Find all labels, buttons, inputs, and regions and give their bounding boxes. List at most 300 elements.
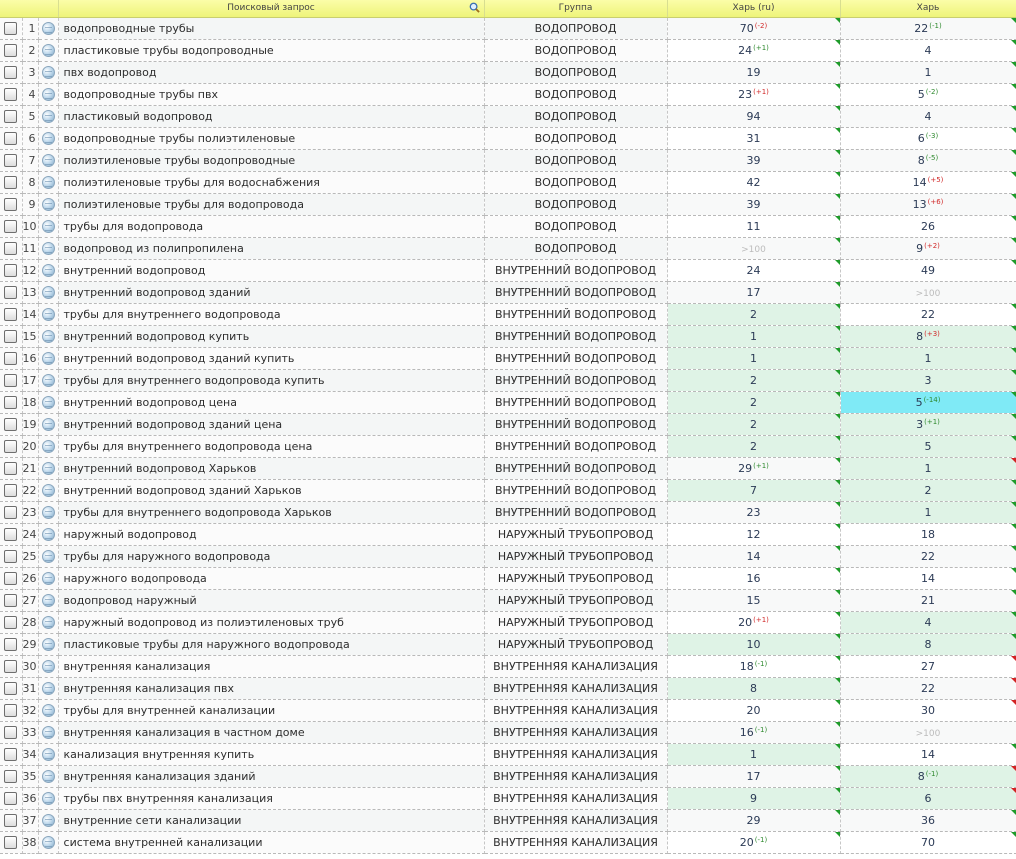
globe-cell [38,303,58,325]
rank-cell-r1[interactable] [667,787,840,809]
row-checkbox[interactable] [4,374,17,387]
rank-delta-value: -1 [928,769,936,778]
query-cell[interactable]: внутренняя канализация в частном доме [58,721,484,743]
row-checkbox-cell [0,699,22,721]
globe-icon[interactable] [42,330,55,343]
header-query[interactable] [58,0,484,17]
rank-cell-r1[interactable] [667,501,840,523]
query-cell[interactable]: внутренний водопровод зданий [58,281,484,303]
rank-delta: (+2) [924,241,940,250]
rank-cell-r1[interactable] [667,39,840,61]
query-cell[interactable]: трубы для внутреннего водопровода [58,303,484,325]
rank-cell-r2[interactable] [840,259,1016,281]
group-cell[interactable]: ВОДОПРОВОД [484,105,667,127]
globe-icon[interactable] [42,506,55,519]
query-cell[interactable]: трубы для наружного водопровода [58,545,484,567]
corner-flag-green-icon [835,326,840,331]
rank-cell-r1[interactable] [667,391,840,413]
globe-cell [38,611,58,633]
query-cell[interactable]: внутренние сети канализации [58,809,484,831]
rank-cell-r2[interactable] [840,655,1016,677]
group-cell[interactable]: ВНУТРЕННИЙ ВОДОПРОВОД [484,413,667,435]
row-checkbox[interactable] [4,594,17,607]
table-row [0,413,1016,435]
rank-cell-r1[interactable] [667,677,840,699]
rank-cell-r1[interactable] [667,721,840,743]
group-cell[interactable]: ВНУТРЕННЯЯ КАНАЛИЗАЦИЯ [484,655,667,677]
rank-cell-r2[interactable] [840,215,1016,237]
rank-cell-r2[interactable] [840,501,1016,523]
group-cell[interactable]: ВОДОПРОВОД [484,237,667,259]
rank-cell-r2[interactable] [840,809,1016,831]
rank-cell-r2[interactable] [840,523,1016,545]
rank-cell-r2[interactable] [840,567,1016,589]
rank-delta: (+6) [927,197,944,206]
rank-cell-r1[interactable] [667,369,840,391]
corner-flag-green-icon [835,304,840,309]
corner-flag-green-icon [835,106,840,111]
rank-cell-r1[interactable] [667,83,840,105]
row-checkbox[interactable] [4,330,17,343]
rank-cell-r2[interactable] [840,699,1016,721]
globe-icon[interactable] [42,110,55,123]
rank-cell-r1[interactable] [667,457,840,479]
query-cell[interactable]: пластиковые трубы водопроводные [58,39,484,61]
rank-cell-r2[interactable] [840,633,1016,655]
table-row [0,523,1016,545]
rank-value: 20 [739,835,754,849]
rank-cell-r1[interactable] [667,413,840,435]
group-cell[interactable]: ВНУТРЕННЯЯ КАНАЛИЗАЦИЯ [484,699,667,721]
query-cell[interactable]: внутренний водопровод цена [58,391,484,413]
row-checkbox[interactable] [4,110,17,123]
rank-value: 20 [738,615,753,629]
globe-icon[interactable] [42,176,55,189]
header-rank-col2[interactable] [840,0,1016,17]
group-cell[interactable]: НАРУЖНЫЙ ТРУБОПРОВОД [484,633,667,655]
row-checkbox[interactable] [4,308,17,321]
row-checkbox[interactable] [4,44,17,57]
rank-cell-r1[interactable] [667,61,840,83]
table-row [0,171,1016,193]
rank-cell-r1[interactable] [667,325,840,347]
query-cell[interactable]: полиэтиленовые трубы для водоснабжения [58,171,484,193]
row-number: 18 [22,391,38,413]
group-cell[interactable]: НАРУЖНЫЙ ТРУБОПРОВОД [484,545,667,567]
globe-icon[interactable] [42,638,55,651]
rank-cell-r1[interactable] [667,743,840,765]
globe-cell [38,281,58,303]
query-cell[interactable]: трубы для внутреннего водопровода купить [58,369,484,391]
rank-value: 23 [746,505,761,519]
row-checkbox[interactable] [4,660,17,673]
rank-delta-value: -1 [757,835,765,844]
search-icon[interactable] [469,2,480,13]
row-checkbox[interactable] [4,748,17,761]
rank-cell-r1[interactable] [667,589,840,611]
corner-flag-green-icon [1011,348,1016,353]
rank-value: 14 [921,747,936,761]
query-cell[interactable]: трубы для внутреннего водопровода Харьков [58,501,484,523]
rank-delta-value: -1 [757,659,765,668]
corner-flag-green-icon [835,62,840,67]
query-cell[interactable]: внутренняя канализация пвх [58,677,484,699]
row-checkbox-cell [0,171,22,193]
table-row [0,149,1016,171]
row-checkbox[interactable] [4,264,17,277]
globe-icon[interactable] [42,660,55,673]
group-cell[interactable]: ВНУТРЕННЯЯ КАНАЛИЗАЦИЯ [484,743,667,765]
rank-cell-r1[interactable] [667,259,840,281]
rank-value: 39 [746,197,761,211]
row-checkbox[interactable] [4,352,17,365]
group-cell[interactable]: НАРУЖНЫЙ ТРУБОПРОВОД [484,567,667,589]
rank-cell-r2[interactable] [840,413,1016,435]
row-checkbox-cell [0,721,22,743]
rank-cell-r2[interactable] [840,391,1016,413]
rank-cell-r1[interactable] [667,523,840,545]
group-cell[interactable]: ВНУТРЕННИЙ ВОДОПРОВОД [484,501,667,523]
rank-cell-r2[interactable] [840,237,1016,259]
query-cell[interactable]: внутренний водопровод [58,259,484,281]
table-row [0,369,1016,391]
rank-cell-r2[interactable] [840,281,1016,303]
globe-icon[interactable] [42,220,55,233]
globe-icon[interactable] [42,484,55,497]
query-cell[interactable]: наружный водопровод [58,523,484,545]
rank-delta-value: +5 [930,175,941,184]
rank-cell-r1[interactable] [667,303,840,325]
globe-icon[interactable] [42,462,55,475]
rank-cell-r1[interactable] [667,237,840,259]
rank-cell-r2[interactable] [840,787,1016,809]
rank-cell-r1[interactable] [667,149,840,171]
group-cell[interactable]: ВОДОПРОВОД [484,127,667,149]
query-cell[interactable]: внутренняя канализация [58,655,484,677]
group-cell[interactable]: ВНУТРЕННИЙ ВОДОПРОВОД [484,303,667,325]
globe-icon[interactable] [42,836,55,849]
rank-cell-r2[interactable] [840,721,1016,743]
query-cell[interactable]: наружного водопровода [58,567,484,589]
rank-cell-r2[interactable] [840,743,1016,765]
query-cell[interactable]: система внутренней канализации [58,831,484,853]
rank-cell-r2[interactable] [840,193,1016,215]
rank-cell-r2[interactable] [840,545,1016,567]
rank-cell-r2[interactable] [840,149,1016,171]
rank-value: 3 [924,373,932,387]
row-checkbox[interactable] [4,792,17,805]
rank-cell-r1[interactable] [667,633,840,655]
rank-value: 4 [924,43,932,57]
globe-icon[interactable] [42,770,55,783]
row-checkbox[interactable] [4,638,17,651]
rank-cell-r1[interactable] [667,171,840,193]
rank-cell-r1[interactable] [667,127,840,149]
query-cell[interactable]: полиэтиленовые трубы водопроводные [58,149,484,171]
rank-cell-r1[interactable] [667,567,840,589]
row-checkbox-cell [0,303,22,325]
table-row [0,105,1016,127]
query-cell[interactable]: внутренний водопровод зданий цена [58,413,484,435]
row-checkbox[interactable] [4,440,17,453]
globe-icon[interactable] [42,308,55,321]
globe-icon[interactable] [42,242,55,255]
row-checkbox-cell [0,237,22,259]
group-cell[interactable]: НАРУЖНЫЙ ТРУБОПРОВОД [484,523,667,545]
group-cell[interactable]: ВОДОПРОВОД [484,83,667,105]
globe-cell [38,677,58,699]
row-checkbox-cell [0,523,22,545]
header-rank-col1[interactable] [667,0,840,17]
rank-cell-r1[interactable] [667,281,840,303]
group-cell[interactable]: ВНУТРЕННЯЯ КАНАЛИЗАЦИЯ [484,809,667,831]
table-row [0,303,1016,325]
table-row [0,83,1016,105]
corner-flag-green-icon [835,722,840,727]
group-cell[interactable]: НАРУЖНЫЙ ТРУБОПРОВОД [484,589,667,611]
corner-flag-green-icon [835,370,840,375]
rank-cell-r2[interactable] [840,83,1016,105]
row-checkbox[interactable] [4,154,17,167]
group-cell[interactable]: ВНУТРЕННИЙ ВОДОПРОВОД [484,325,667,347]
rank-delta: (-1) [754,659,768,668]
group-cell[interactable]: ВНУТРЕННИЙ ВОДОПРОВОД [484,457,667,479]
group-cell[interactable]: ВНУТРЕННЯЯ КАНАЛИЗАЦИЯ [484,765,667,787]
rank-cell-r1[interactable] [667,699,840,721]
query-cell[interactable]: внутренний водопровод зданий Харьков [58,479,484,501]
rank-cell-r1[interactable] [667,347,840,369]
group-cell[interactable]: ВНУТРЕННЯЯ КАНАЛИЗАЦИЯ [484,677,667,699]
corner-flag-green-icon [835,216,840,221]
row-checkbox[interactable] [4,66,17,79]
globe-icon[interactable] [42,418,55,431]
globe-icon[interactable] [42,550,55,563]
globe-icon[interactable] [42,594,55,607]
row-checkbox[interactable] [4,836,17,849]
rank-cell-r2[interactable] [840,105,1016,127]
row-checkbox[interactable] [4,242,17,255]
table-row [0,633,1016,655]
table-row [0,765,1016,787]
globe-icon[interactable] [42,616,55,629]
query-cell[interactable]: наружный водопровод из полиэтиленовых труб [58,611,484,633]
rank-cell-r2[interactable] [840,611,1016,633]
globe-icon[interactable] [42,396,55,409]
rank-delta-value: +3 [926,329,938,338]
row-checkbox[interactable] [4,220,17,233]
query-cell[interactable]: водопроводные трубы [58,17,484,39]
query-cell[interactable]: трубы для водопровода [58,215,484,237]
row-number: 30 [22,655,38,677]
rank-value: 16 [746,571,761,585]
row-checkbox[interactable] [4,22,17,35]
rank-cell-r1[interactable] [667,611,840,633]
row-checkbox[interactable] [4,286,17,299]
globe-icon[interactable] [42,44,55,57]
rank-cell-r1[interactable] [667,215,840,237]
table-row [0,611,1016,633]
row-checkbox[interactable] [4,528,17,541]
row-checkbox[interactable] [4,506,17,519]
group-cell[interactable]: ВНУТРЕННЯЯ КАНАЛИЗАЦИЯ [484,721,667,743]
query-cell[interactable]: трубы для внутреннего водопровода цена [58,435,484,457]
rank-cell-r2[interactable] [840,831,1016,853]
query-cell[interactable]: внутренняя канализация зданий [58,765,484,787]
group-cell[interactable]: ВОДОПРОВОД [484,39,667,61]
row-checkbox[interactable] [4,396,17,409]
globe-icon[interactable] [42,528,55,541]
row-checkbox-cell [0,787,22,809]
group-cell[interactable]: ВОДОПРОВОД [484,215,667,237]
rank-delta: (-1) [754,725,768,734]
globe-icon[interactable] [42,286,55,299]
rank-cell-r1[interactable] [667,545,840,567]
globe-icon[interactable] [42,352,55,365]
globe-icon[interactable] [42,132,55,145]
rank-value: 19 [746,65,761,79]
rank-cell-r2[interactable] [840,369,1016,391]
rank-cell-r2[interactable] [840,325,1016,347]
query-cell[interactable]: полиэтиленовые трубы для водопровода [58,193,484,215]
query-cell[interactable]: внутренний водопровод купить [58,325,484,347]
header-query-label: Поисковый запрос [227,3,315,14]
query-cell[interactable]: пластиковые трубы для наружного водопровода [58,633,484,655]
globe-icon[interactable] [42,22,55,35]
row-checkbox[interactable] [4,462,17,475]
globe-icon[interactable] [42,264,55,277]
rank-cell-r1[interactable] [667,105,840,127]
corner-flag-green-icon [835,348,840,353]
row-checkbox[interactable] [4,704,17,717]
rank-cell-r2[interactable] [840,677,1016,699]
globe-cell [38,765,58,787]
rank-cell-r2[interactable] [840,457,1016,479]
group-cell[interactable]: ВОДОПРОВОД [484,171,667,193]
globe-icon[interactable] [42,66,55,79]
query-cell[interactable]: пвх водопровод [58,61,484,83]
row-checkbox[interactable] [4,176,17,189]
rank-cell-r1[interactable] [667,831,840,853]
row-checkbox[interactable] [4,198,17,211]
table-row [0,787,1016,809]
rank-cell-r2[interactable] [840,39,1016,61]
rank-cell-r1[interactable] [667,765,840,787]
rank-cell-r1[interactable] [667,809,840,831]
query-cell[interactable]: канализация внутренняя купить [58,743,484,765]
rank-cell-r2[interactable] [840,17,1016,39]
group-cell[interactable]: ВОДОПРОВОД [484,17,667,39]
rank-value: 2 [750,417,758,431]
rank-value: 70 [921,835,936,849]
globe-cell [38,479,58,501]
group-cell[interactable]: ВНУТРЕННИЙ ВОДОПРОВОД [484,391,667,413]
globe-icon[interactable] [42,440,55,453]
globe-icon[interactable] [42,198,55,211]
row-checkbox[interactable] [4,572,17,585]
rank-cell-r2[interactable] [840,589,1016,611]
header-group[interactable] [484,0,667,17]
rank-value: 18 [921,527,936,541]
row-checkbox[interactable] [4,616,17,629]
globe-icon[interactable] [42,374,55,387]
group-cell[interactable]: ВНУТРЕННЯЯ КАНАЛИЗАЦИЯ [484,787,667,809]
row-checkbox[interactable] [4,682,17,695]
row-checkbox[interactable] [4,484,17,497]
rank-cell-r1[interactable] [667,435,840,457]
rank-cell-r2[interactable] [840,347,1016,369]
group-cell[interactable]: ВНУТРЕННИЙ ВОДОПРОВОД [484,281,667,303]
row-checkbox[interactable] [4,132,17,145]
rank-delta: (+1) [753,461,769,470]
row-number: 26 [22,567,38,589]
globe-icon[interactable] [42,704,55,717]
group-cell[interactable]: ВОДОПРОВОД [484,61,667,83]
rank-cell-r1[interactable] [667,479,840,501]
rank-cell-r1[interactable] [667,193,840,215]
rank-cell-r2[interactable] [840,171,1016,193]
globe-icon[interactable] [42,748,55,761]
row-number: 33 [22,721,38,743]
rank-cell-r2[interactable] [840,435,1016,457]
group-cell[interactable]: ВНУТРЕННИЙ ВОДОПРОВОД [484,259,667,281]
globe-icon[interactable] [42,814,55,827]
query-cell[interactable]: водопроводные трубы пвх [58,83,484,105]
rank-value: 31 [746,131,761,145]
rank-cell-r1[interactable] [667,17,840,39]
globe-icon[interactable] [42,682,55,695]
query-cell[interactable]: трубы для внутренней канализации [58,699,484,721]
query-cell[interactable]: водопроводные трубы полиэтиленовые [58,127,484,149]
group-cell[interactable]: ВНУТРЕННИЙ ВОДОПРОВОД [484,369,667,391]
globe-icon[interactable] [42,88,55,101]
globe-icon[interactable] [42,154,55,167]
row-checkbox[interactable] [4,88,17,101]
rank-cell-r2[interactable] [840,765,1016,787]
query-cell[interactable]: внутренний водопровод зданий купить [58,347,484,369]
table-row [0,567,1016,589]
rank-cell-r2[interactable] [840,61,1016,83]
rank-cell-r1[interactable] [667,655,840,677]
globe-icon[interactable] [42,572,55,585]
group-cell[interactable]: НАРУЖНЫЙ ТРУБОПРОВОД [484,611,667,633]
rank-value: 17 [746,769,761,783]
row-checkbox[interactable] [4,726,17,739]
rank-cell-r2[interactable] [840,127,1016,149]
globe-icon[interactable] [42,726,55,739]
rank-cell-r2[interactable] [840,303,1016,325]
row-checkbox[interactable] [4,814,17,827]
globe-icon[interactable] [42,792,55,805]
query-cell[interactable]: пластиковый водопровод [58,105,484,127]
query-cell[interactable]: трубы пвх внутренняя канализация [58,787,484,809]
query-cell[interactable]: внутренний водопровод Харьков [58,457,484,479]
group-cell[interactable]: ВНУТРЕННИЙ ВОДОПРОВОД [484,347,667,369]
row-checkbox[interactable] [4,550,17,563]
row-checkbox[interactable] [4,418,17,431]
row-number: 27 [22,589,38,611]
table-row [0,215,1016,237]
row-checkbox[interactable] [4,770,17,783]
group-cell[interactable]: ВНУТРЕННИЙ ВОДОПРОВОД [484,479,667,501]
group-cell[interactable]: ВОДОПРОВОД [484,193,667,215]
query-cell[interactable]: водопровод из полипропилена [58,237,484,259]
query-cell[interactable]: водопровод наружный [58,589,484,611]
group-cell[interactable]: ВОДОПРОВОД [484,149,667,171]
group-cell[interactable]: ВНУТРЕННЯЯ КАНАЛИЗАЦИЯ [484,831,667,853]
rank-cell-r2[interactable] [840,479,1016,501]
globe-cell [38,787,58,809]
group-cell[interactable]: ВНУТРЕННИЙ ВОДОПРОВОД [484,435,667,457]
